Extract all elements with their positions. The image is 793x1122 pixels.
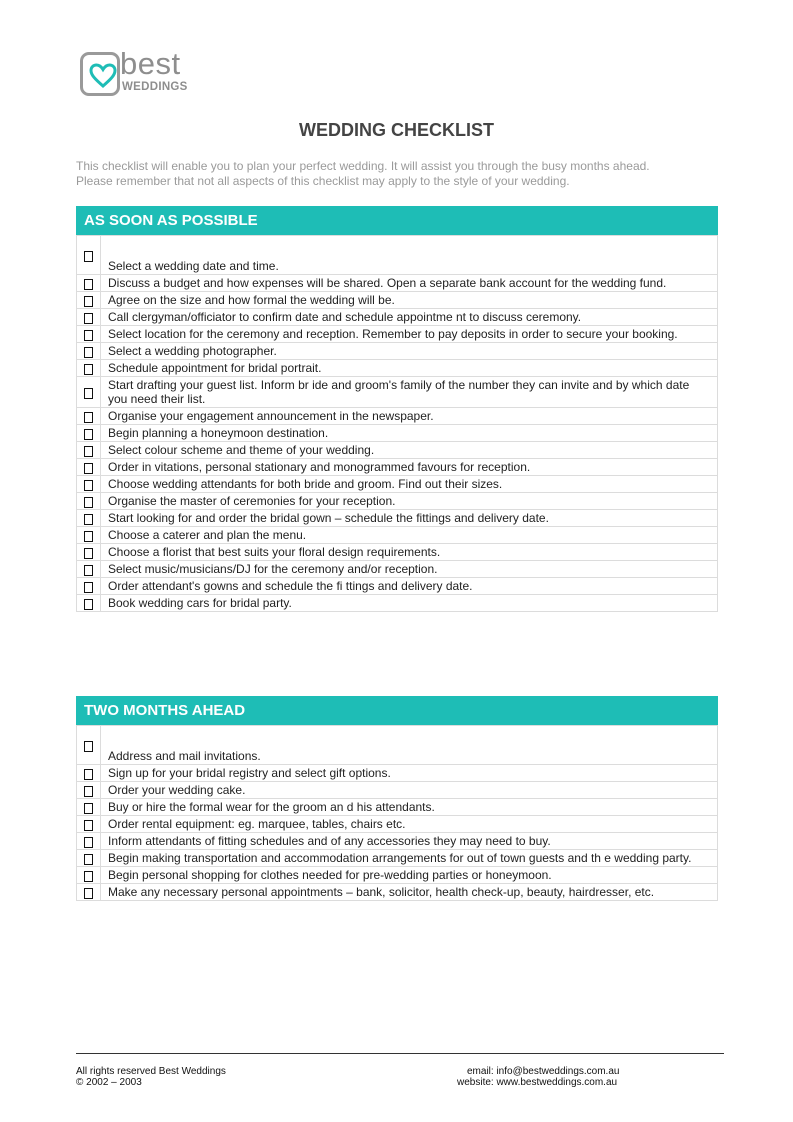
page-title: WEDDING CHECKLIST [299, 120, 494, 140]
checklist-row [77, 408, 718, 425]
checklist-item-text: Call clergyman/officiator to confirm date and schedule appointme nt to discuss ceremony. [101, 309, 718, 326]
checklist-table [76, 235, 718, 612]
heart-icon [89, 63, 117, 89]
checkbox-icon[interactable] [84, 786, 93, 797]
checkbox-icon[interactable] [84, 480, 93, 491]
checklist-row [77, 493, 718, 510]
checkbox-icon[interactable] [84, 330, 93, 341]
footer-rights: All rights reserved Best Weddings [76, 1066, 226, 1077]
checkbox-icon[interactable] [84, 296, 93, 307]
checklist-item-text: Order your wedding cake. [101, 782, 718, 799]
checklist-item-text: Start looking for and order the bridal gown – schedule the fittings and delivery date. [101, 510, 718, 527]
checkbox-icon[interactable] [84, 803, 93, 814]
checklist-item-text: Choose a caterer and plan the menu. [101, 527, 718, 544]
checkbox-cell[interactable] [77, 292, 101, 309]
checklist-row [77, 799, 718, 816]
checkbox-cell[interactable] [77, 309, 101, 326]
checklist-row [77, 292, 718, 309]
checklist-table [76, 725, 718, 901]
checkbox-icon[interactable] [84, 251, 93, 262]
checklist-row [77, 726, 718, 765]
checklist-row [77, 595, 718, 612]
logo-word-weddings: WEDDINGS [122, 81, 188, 93]
checkbox-cell[interactable] [77, 527, 101, 544]
footer-website: website: www.bestweddings.com.au [457, 1077, 618, 1088]
checklist-item-text: Select location for the ceremony and reception. Remember to pay deposits in order to secure your booking. [101, 326, 718, 343]
checklist-row [77, 309, 718, 326]
checkbox-cell[interactable] [77, 799, 101, 816]
checklist-row [77, 236, 718, 275]
checkbox-icon[interactable] [84, 741, 93, 752]
checkbox-icon[interactable] [84, 565, 93, 576]
checkbox-cell[interactable] [77, 833, 101, 850]
checklist-row [77, 544, 718, 561]
logo-frame [80, 52, 120, 96]
section-two-months-ahead [76, 696, 718, 901]
checklist-item-text: Begin planning a honeymoon destination. [101, 425, 718, 442]
checklist-item-text: Begin personal shopping for clothes needed for pre-wedding parties or honeymoon. [101, 867, 718, 884]
checkbox-cell[interactable] [77, 782, 101, 799]
checklist-item-text: Choose wedding attendants for both bride and groom. Find out their sizes. [101, 476, 718, 493]
checkbox-icon[interactable] [84, 854, 93, 865]
checkbox-cell[interactable] [77, 884, 101, 901]
checklist-row [77, 510, 718, 527]
footer-divider [76, 1053, 724, 1054]
checklist-row [77, 867, 718, 884]
checkbox-cell[interactable] [77, 459, 101, 476]
checklist-row [77, 326, 718, 343]
checkbox-icon[interactable] [84, 412, 93, 423]
section-as-soon-as-possible [76, 206, 718, 612]
checklist-row [77, 561, 718, 578]
checkbox-icon[interactable] [84, 388, 93, 399]
checkbox-icon[interactable] [84, 599, 93, 610]
checkbox-cell[interactable] [77, 275, 101, 292]
checklist-row [77, 343, 718, 360]
checkbox-icon[interactable] [84, 429, 93, 440]
checkbox-icon[interactable] [84, 531, 93, 542]
best-weddings-logo [80, 46, 210, 100]
checkbox-cell[interactable] [77, 377, 101, 408]
checklist-item-text: Agree on the size and how formal the wedding will be. [101, 292, 718, 309]
checkbox-icon[interactable] [84, 313, 93, 324]
checklist-item-text: Order in vitations, personal stationary and monogrammed favours for reception. [101, 459, 718, 476]
checklist-item-text: Inform attendants of fitting schedules and of any accessories they may need to buy. [101, 833, 718, 850]
checkbox-icon[interactable] [84, 820, 93, 831]
checkbox-icon[interactable] [84, 871, 93, 882]
checklist-row [77, 425, 718, 442]
checkbox-cell[interactable] [77, 544, 101, 561]
checklist-item-text: Schedule appointment for bridal portrait. [101, 360, 718, 377]
checkbox-icon[interactable] [84, 888, 93, 899]
checklist-item-text: Make any necessary personal appointments – bank, solicitor, health check-up, beauty, hairdresser, etc. [101, 884, 718, 901]
checkbox-icon[interactable] [84, 837, 93, 848]
checklist-row [77, 476, 718, 493]
checkbox-cell[interactable] [77, 236, 101, 275]
checkbox-cell[interactable] [77, 343, 101, 360]
checklist-item-text: Choose a florist that best suits your floral design requirements. [101, 544, 718, 561]
checkbox-icon[interactable] [84, 497, 93, 508]
footer-email: email: info@bestweddings.com.au [467, 1066, 620, 1077]
checklist-item-text: Select a wedding date and time. [101, 236, 718, 275]
checklist-item-text: Begin making transportation and accommodation arrangements for out of town guests and th e wedding party. [101, 850, 718, 867]
checklist-item-text: Discuss a budget and how expenses will be shared. Open a separate bank account for the wedding fund. [101, 275, 718, 292]
checkbox-cell[interactable] [77, 360, 101, 377]
checklist-item-text: Select colour scheme and theme of your wedding. [101, 442, 718, 459]
section-header: AS SOON AS POSSIBLE [76, 206, 718, 235]
checkbox-cell[interactable] [77, 408, 101, 425]
checklist-row [77, 459, 718, 476]
checklist-item-text: Book wedding cars for bridal party. [101, 595, 718, 612]
checkbox-icon[interactable] [84, 514, 93, 525]
checkbox-cell[interactable] [77, 726, 101, 765]
checkbox-icon[interactable] [84, 446, 93, 457]
footer-right [457, 1066, 619, 1088]
checkbox-icon[interactable] [84, 279, 93, 290]
checkbox-icon[interactable] [84, 769, 93, 780]
checkbox-icon[interactable] [84, 463, 93, 474]
checkbox-cell[interactable] [77, 561, 101, 578]
checklist-item-text: Select a wedding photographer. [101, 343, 718, 360]
footer-left [76, 1066, 226, 1088]
footer-copyright: © 2002 – 2003 [76, 1077, 142, 1088]
checklist-item-text: Order rental equipment: eg. marquee, tables, chairs etc. [101, 816, 718, 833]
checklist-row [77, 527, 718, 544]
checkbox-cell[interactable] [77, 867, 101, 884]
checklist-item-text: Select music/musicians/DJ for the ceremony and/or reception. [101, 561, 718, 578]
checklist-item-text: Sign up for your bridal registry and select gift options. [101, 765, 718, 782]
checklist-item-text: Organise your engagement announcement in the newspaper. [101, 408, 718, 425]
checkbox-cell[interactable] [77, 595, 101, 612]
checkbox-cell[interactable] [77, 816, 101, 833]
checkbox-cell[interactable] [77, 442, 101, 459]
checklist-row [77, 782, 718, 799]
checklist-item-text: Buy or hire the formal wear for the groom an d his attendants. [101, 799, 718, 816]
checklist-row [77, 578, 718, 595]
checkbox-cell[interactable] [77, 326, 101, 343]
checklist-row [77, 765, 718, 782]
checkbox-cell[interactable] [77, 765, 101, 782]
intro-line: Please remember that not all aspects of this checklist may apply to the style of your wedding. [76, 174, 570, 188]
intro-text [76, 159, 716, 189]
checkbox-cell[interactable] [77, 476, 101, 493]
section-header: TWO MONTHS AHEAD [76, 696, 718, 725]
checklist-row [77, 360, 718, 377]
checklist-row [77, 275, 718, 292]
checklist-row [77, 884, 718, 901]
checkbox-icon[interactable] [84, 347, 93, 358]
checklist-item-text: Order attendant's gowns and schedule the fi ttings and delivery date. [101, 578, 718, 595]
checkbox-cell[interactable] [77, 850, 101, 867]
checklist-item-text: Organise the master of ceremonies for your reception. [101, 493, 718, 510]
checklist-row [77, 833, 718, 850]
checkbox-cell[interactable] [77, 510, 101, 527]
checklist-item-text: Address and mail invitations. [101, 726, 718, 765]
checklist-row [77, 816, 718, 833]
checklist-row [77, 850, 718, 867]
intro-line: This checklist will enable you to plan your perfect wedding. It will assist you through the busy months ahead. [76, 159, 650, 173]
checkbox-icon[interactable] [84, 548, 93, 559]
checkbox-icon[interactable] [84, 582, 93, 593]
checklist-item-text: Start drafting your guest list. Inform br ide and groom's family of the number they can invite and by which date you need their list. [101, 377, 718, 408]
checkbox-cell[interactable] [77, 578, 101, 595]
logo-word-best: best [120, 46, 181, 81]
checkbox-cell[interactable] [77, 425, 101, 442]
checklist-row [77, 377, 718, 408]
checkbox-cell[interactable] [77, 493, 101, 510]
checkbox-icon[interactable] [84, 364, 93, 375]
checklist-row [77, 442, 718, 459]
